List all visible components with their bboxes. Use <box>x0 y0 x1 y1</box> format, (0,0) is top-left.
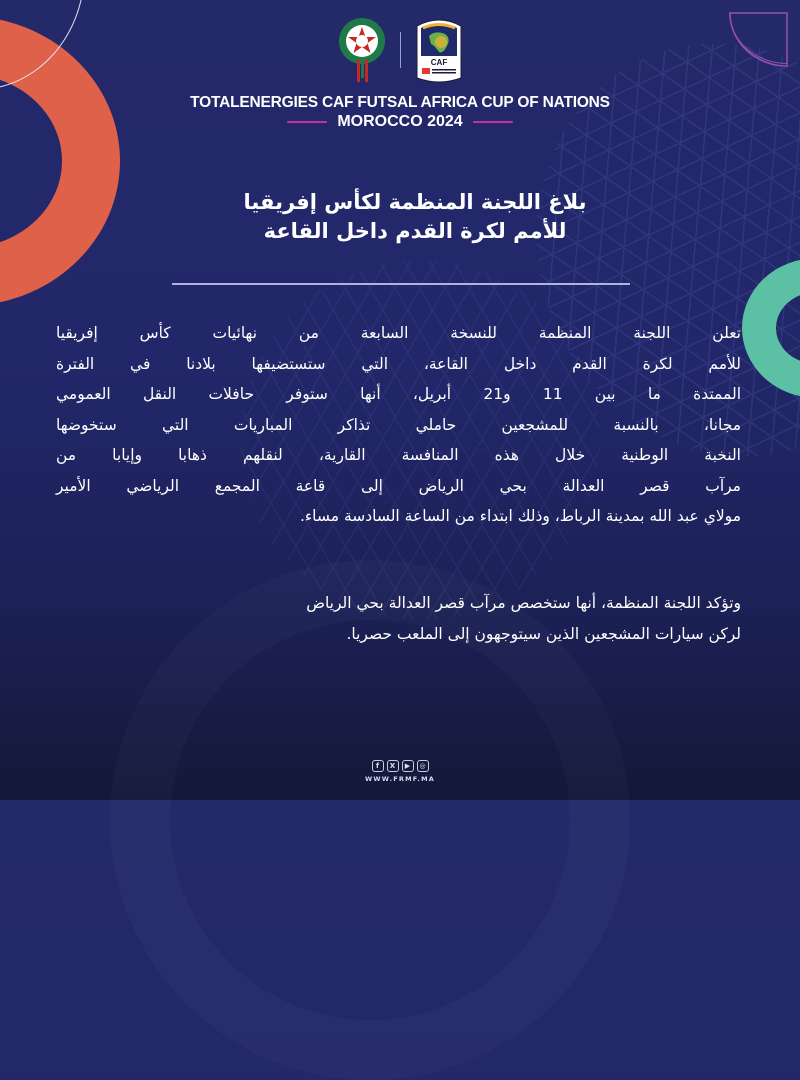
body-line: مجانا، بالنسبة للمشجعين حاملي تذاكر المباريات التي ستخوضها <box>56 415 741 434</box>
header <box>0 14 800 132</box>
event-subtitle: MOROCCO 2024 <box>337 113 463 130</box>
footer <box>0 760 800 783</box>
youtube-icon[interactable]: ▶ <box>402 760 414 772</box>
headline-line-2: للأمم لكرة القدم داخل القاعة <box>263 219 567 243</box>
body-line: مرآب قصر العدالة بحي الرياض إلى قاعة المجمع الرياضي الأمير <box>56 476 741 495</box>
event-subtitle-row <box>0 112 800 132</box>
body-line: تعلن اللجنة المنظمة للنسخة السابعة من نهائيات كأس إفريقيا <box>56 324 741 342</box>
body-line: النخبة الوطنية خلال هذه المنافسة القارية، لنقلهم ذهابا وإيابا من <box>56 446 741 464</box>
logo-row <box>0 14 800 86</box>
caf-futsal-emblem-icon <box>413 16 465 84</box>
svg-text:CAF: CAF <box>430 58 447 67</box>
body-paragraph-1 <box>56 318 741 532</box>
headline-line-1: بلاغ اللجنة المنظمة لكأس إفريقيا <box>243 190 587 214</box>
website-link[interactable]: WWW.FRMF.MA <box>364 775 435 783</box>
divider-rule <box>172 283 630 285</box>
social-links <box>0 760 800 772</box>
frmf-crest-icon <box>336 15 388 85</box>
teal-ring-decoration <box>742 258 800 398</box>
body-paragraph-2 <box>56 588 741 649</box>
event-title: TOTALENERGIES CAF FUTSAL AFRICA CUP OF NATIONS <box>190 94 610 111</box>
accent-line-right <box>473 121 513 123</box>
announcement-headline <box>200 188 630 246</box>
x-twitter-icon[interactable]: X <box>387 760 399 772</box>
body-line: لركن سيارات المشجعين الذين سيتوجهون إلى الملعب حصريا. <box>346 624 741 643</box>
body-line: للأمم لكرة القدم داخل القاعة، التي ستستضيفها بلادنا في الفترة <box>56 354 741 373</box>
body-line: مولاي عبد الله بمدينة الرباط، وذلك ابتداء من الساعة السادسة مساء. <box>299 507 741 525</box>
accent-line-left <box>287 121 327 123</box>
instagram-icon[interactable]: ◎ <box>417 760 429 772</box>
logo-divider <box>400 32 401 68</box>
body-line: الممتدة ما بين 11 و21 أبريل، أنها ستوفر حافلات النقل العمومي <box>56 385 741 403</box>
body-line: وتؤكد اللجنة المنظمة، أنها ستخصص مرآب قصر العدالة بحي الرياض <box>306 594 741 612</box>
facebook-icon[interactable]: f <box>372 760 384 772</box>
